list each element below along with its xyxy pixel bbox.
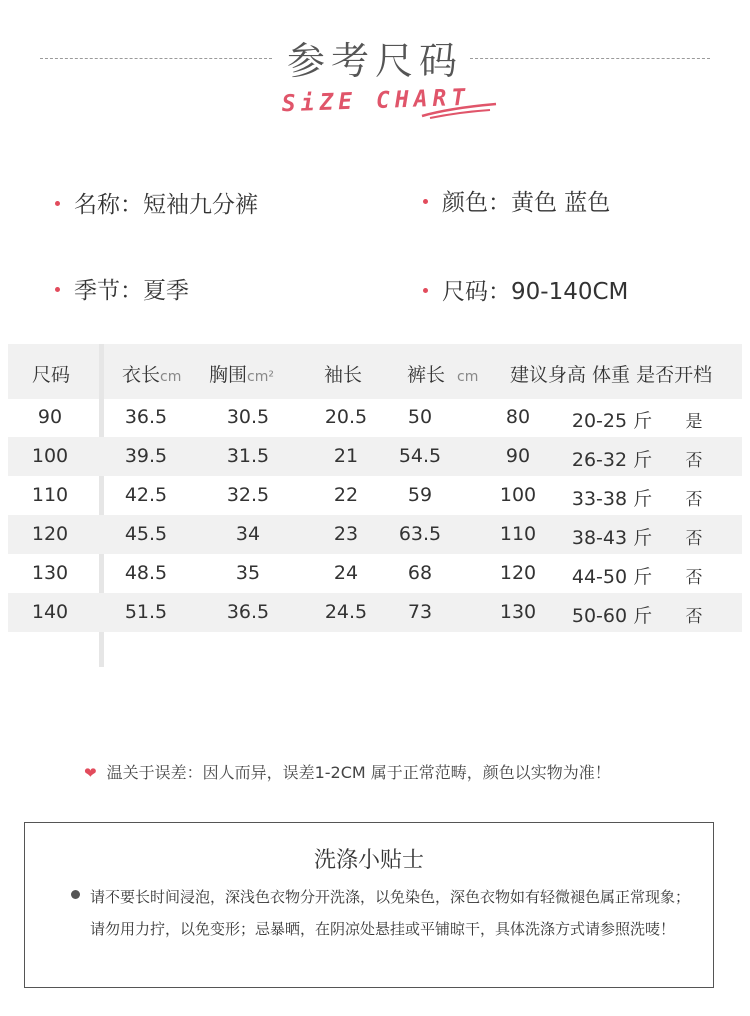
error-note: ❤ 温关于误差：因人而异，误差1-2CM 属于正常范畴，颜色以实物为准！	[84, 763, 611, 782]
table-row	[8, 593, 742, 632]
bullet-dot-icon	[55, 287, 60, 292]
table-cell: 90	[37, 406, 63, 428]
table-cell: 48.5	[124, 562, 168, 584]
table-cell: 51.5	[124, 601, 168, 623]
table-cell: 否	[685, 568, 703, 588]
table-cell: 否	[685, 451, 703, 471]
table-cell: 42.5	[124, 484, 168, 506]
table-cell: 130	[31, 562, 69, 584]
table-cell: 34	[235, 523, 261, 545]
table-cell: 110	[499, 523, 537, 545]
table-cell: 59	[407, 484, 433, 506]
wash-tips-text: 请不要长时间浸泡，深浅色衣物分开洗涤，以免染色，深色衣物如有轻微褪色属正常现象；请勿用力拧，以免变形；忌暴晒，在阴凉处悬挂或平铺晾干，具体洗涤方式请参照洗唛！	[90, 888, 691, 938]
table-cell: 30.5	[226, 406, 270, 428]
table-cell: 35	[235, 562, 261, 584]
header-recommend: 建议身高 体重 是否开档	[510, 364, 713, 386]
table-cell: 是	[685, 412, 703, 432]
info-season: 季节：夏季	[55, 272, 189, 305]
table-cell: 31.5	[226, 445, 270, 467]
info-name: 名称：短袖九分裤	[55, 186, 258, 219]
wash-tips-box	[24, 822, 714, 988]
table-cell: 73	[407, 601, 433, 623]
table-cell: 100	[31, 445, 69, 467]
table-cell: 38-43 斤	[571, 527, 653, 549]
table-row	[8, 515, 742, 554]
table-cell: 36.5	[124, 406, 168, 428]
table-cell: 24	[333, 562, 359, 584]
table-cell: 68	[407, 562, 433, 584]
info-color: 颜色：黄色 蓝色	[423, 184, 610, 217]
table-row	[8, 476, 742, 515]
table-cell: 32.5	[226, 484, 270, 506]
table-row	[8, 398, 742, 437]
table-cell: 120	[31, 523, 69, 545]
header-pants: 裤长 cm	[407, 364, 479, 386]
table-cell: 21	[333, 445, 359, 467]
table-cell: 36.5	[226, 601, 270, 623]
table-cell: 50	[407, 406, 433, 428]
page-subtitle: SiZE CHART	[281, 84, 471, 118]
bullet-dot-icon	[55, 201, 60, 206]
table-cell: 否	[685, 529, 703, 549]
heart-icon: ❤	[84, 764, 97, 782]
table-cell: 否	[685, 607, 703, 627]
table-cell: 100	[499, 484, 537, 506]
table-cell: 45.5	[124, 523, 168, 545]
header-sleeve: 袖长	[324, 364, 363, 386]
table-cell: 63.5	[398, 523, 442, 545]
header-chest: 胸围cm²	[209, 364, 274, 386]
table-cell: 130	[499, 601, 537, 623]
underline-swoosh-icon	[420, 98, 500, 122]
info-size: 尺码：90-140CM	[423, 273, 628, 306]
table-cell: 44-50 斤	[571, 566, 653, 588]
table-cell: 22	[333, 484, 359, 506]
bullet-dot-icon	[71, 890, 80, 899]
table-cell: 120	[499, 562, 537, 584]
table-cell: 26-32 斤	[571, 449, 653, 471]
table-cell: 110	[31, 484, 69, 506]
table-cell: 33-38 斤	[571, 488, 653, 510]
page-title: 参考尺码	[286, 39, 463, 83]
header-length: 衣长cm	[122, 364, 182, 386]
table-cell: 20-25 斤	[571, 410, 653, 432]
table-cell: 80	[505, 406, 531, 428]
table-cell: 39.5	[124, 445, 168, 467]
bullet-dot-icon	[423, 288, 428, 293]
table-row	[8, 554, 742, 593]
table-cell: 54.5	[398, 445, 442, 467]
table-cell: 否	[685, 490, 703, 510]
table-cell: 24.5	[324, 601, 368, 623]
header-size: 尺码	[32, 364, 71, 386]
table-cell: 140	[31, 601, 69, 623]
bullet-dot-icon	[423, 199, 428, 204]
table-cell: 50-60 斤	[571, 605, 653, 627]
wash-tips-title: 洗涤小贴士	[313, 848, 424, 873]
table-cell: 23	[333, 523, 359, 545]
table-cell: 20.5	[324, 406, 368, 428]
table-row	[8, 437, 742, 476]
table-cell: 90	[505, 445, 531, 467]
